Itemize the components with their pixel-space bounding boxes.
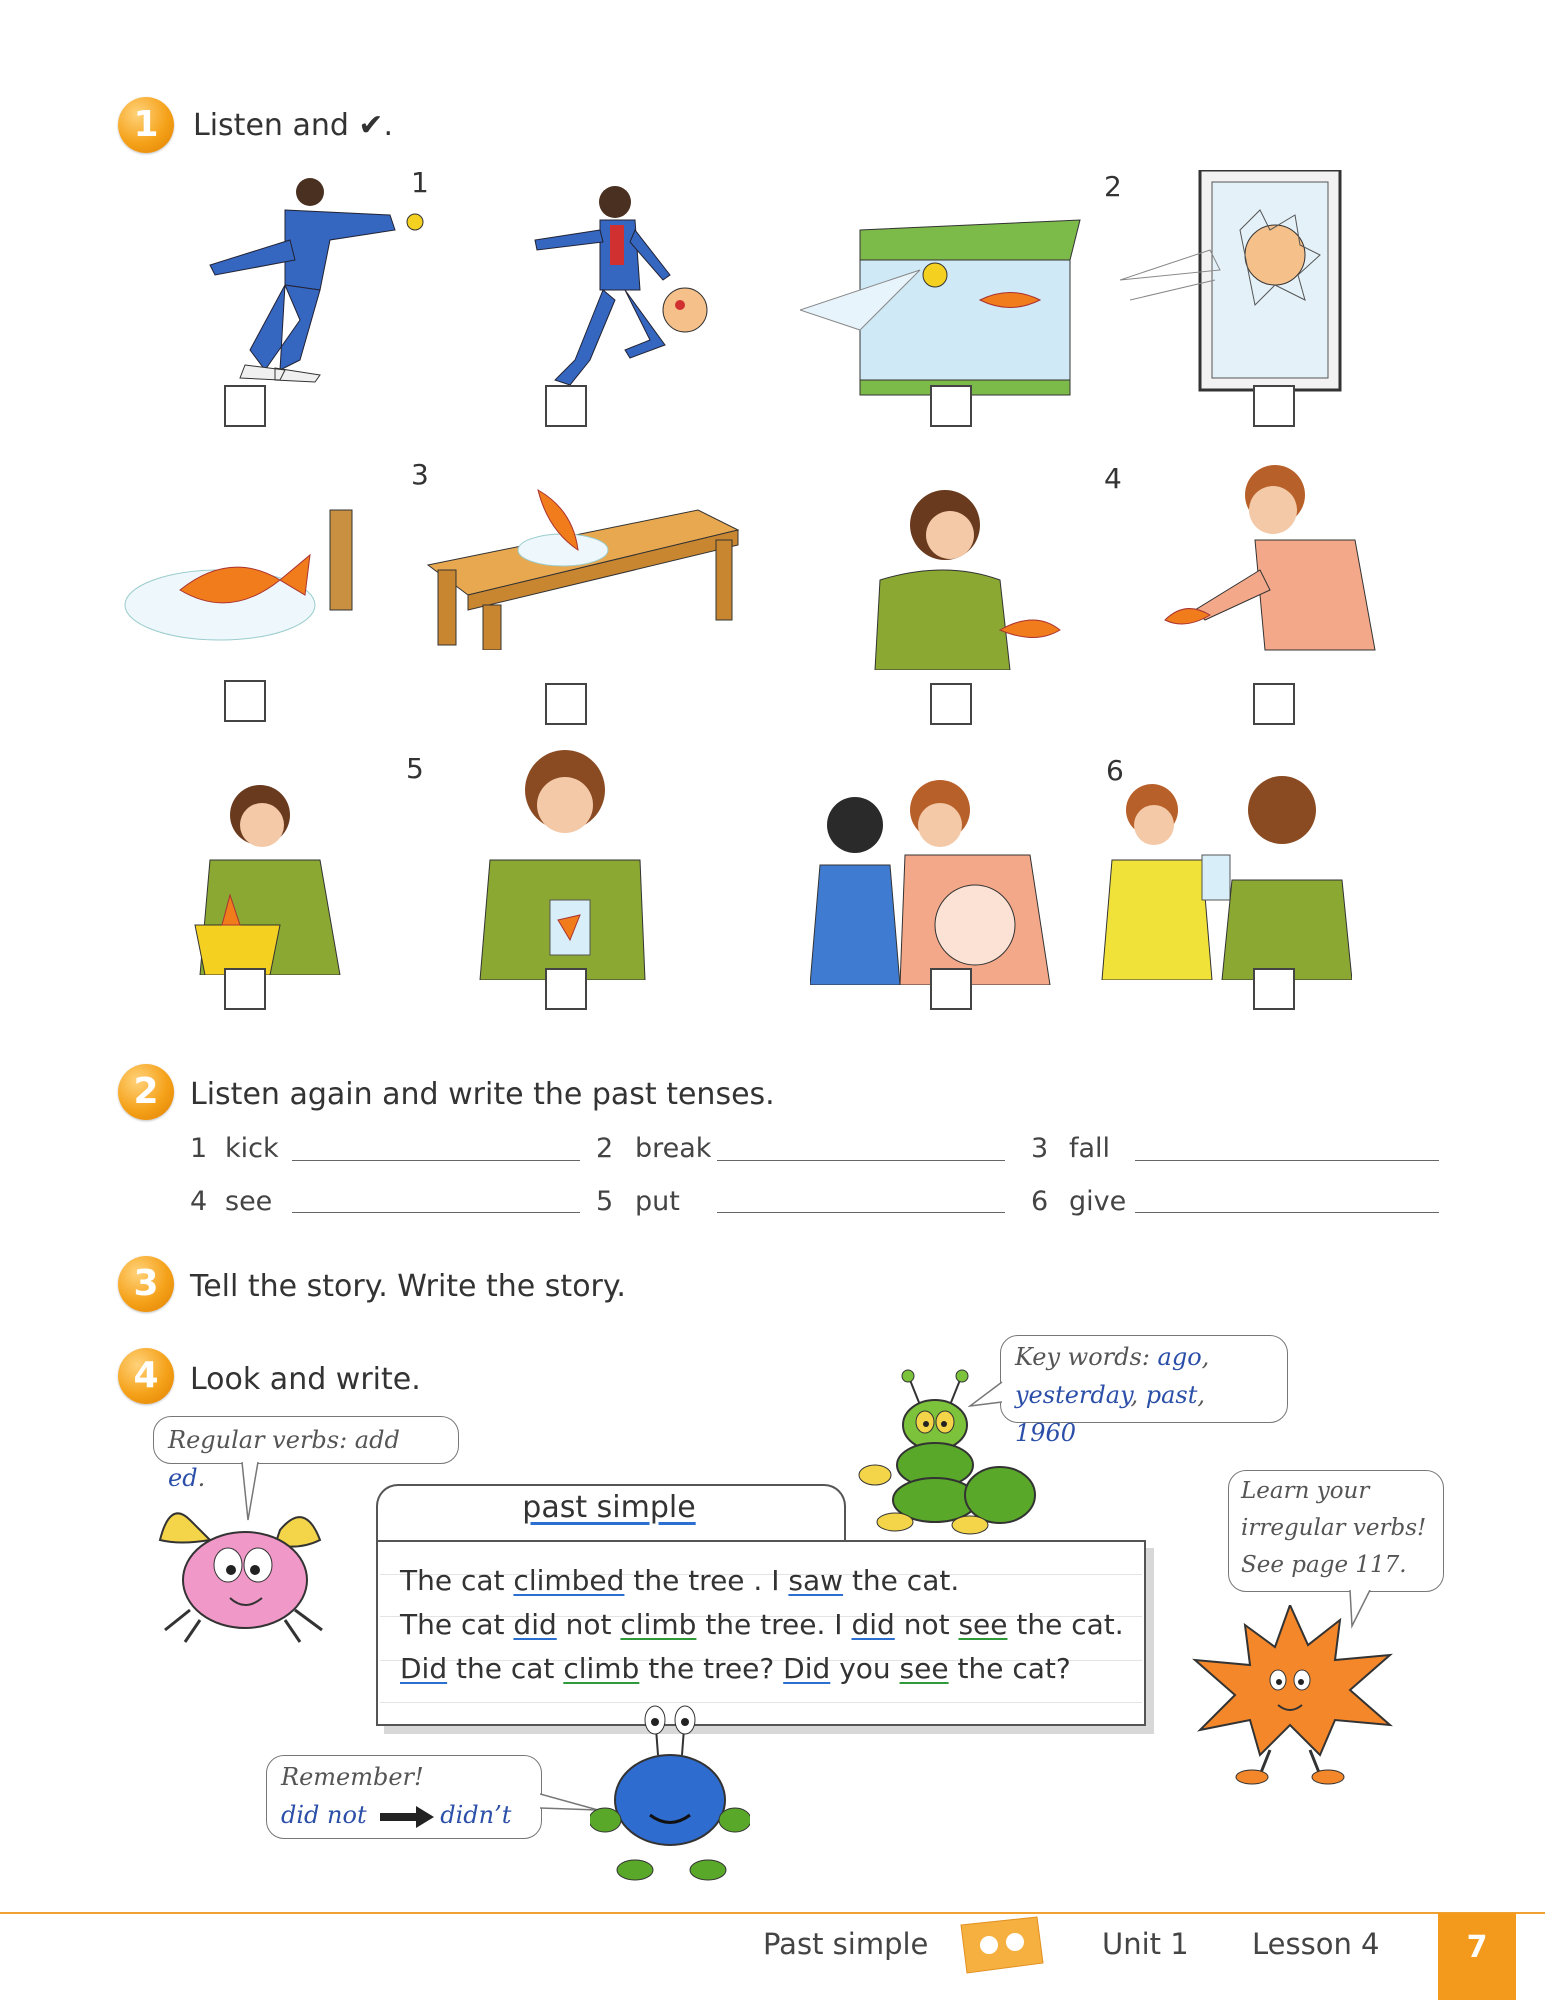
picture-woman-holds-fish-in-glass <box>470 750 650 980</box>
key-word: 1960 <box>1015 1419 1077 1447</box>
blue-bug-mascot-icon <box>590 1700 750 1885</box>
answer-line-fall[interactable] <box>1135 1160 1439 1161</box>
answer-line-see[interactable] <box>292 1212 580 1213</box>
picture-number-5: 5 <box>406 752 424 785</box>
footer-divider <box>0 1912 1545 1914</box>
picture-boy-throws-ball <box>190 170 440 400</box>
key-word: past <box>1145 1381 1198 1409</box>
key-words-line-2 <box>1015 1376 1273 1452</box>
arrow-right-icon <box>380 1806 434 1828</box>
verb-label: give <box>1069 1186 1127 1217</box>
verb-label: put <box>635 1186 680 1217</box>
answer-line-break[interactable] <box>717 1160 1005 1161</box>
exercise-2-badge: 2 <box>118 1064 174 1120</box>
answer-checkbox-6b[interactable] <box>1253 968 1295 1010</box>
answer-checkbox-1a[interactable] <box>224 385 266 427</box>
key-word: yesterday <box>1015 1381 1131 1409</box>
exercise-4-badge: 4 <box>118 1348 174 1404</box>
picture-woman-puts-fish-in-bowl <box>190 785 360 975</box>
answer-line-kick[interactable] <box>292 1160 580 1161</box>
verb-label: fall <box>1069 1133 1111 1164</box>
footer-unit: Unit 1 <box>1102 1927 1189 1961</box>
answer-checkbox-3b[interactable] <box>545 683 587 725</box>
exercise-2-title: Listen again and write the past tenses. <box>190 1077 775 1112</box>
answer-checkbox-3a[interactable] <box>224 680 266 722</box>
grammar-card-title: past simple <box>522 1490 696 1525</box>
key-word-separator: , <box>1201 1343 1210 1371</box>
page-number: 7 <box>1438 1913 1516 2000</box>
footer-lesson: Lesson 4 <box>1252 1927 1380 1961</box>
pink-bug-mascot-icon <box>150 1500 340 1645</box>
answer-checkbox-6a[interactable] <box>930 968 972 1010</box>
verb-number: 3 <box>1031 1133 1049 1164</box>
answer-checkbox-4a[interactable] <box>930 683 972 725</box>
answer-checkbox-1b[interactable] <box>545 385 587 427</box>
cassette-icon <box>955 1915 1047 1977</box>
verb-number: 5 <box>596 1186 614 1217</box>
remember-from: did not <box>281 1801 367 1829</box>
footer-topic: Past simple <box>763 1927 929 1961</box>
verb-number: 2 <box>596 1133 614 1164</box>
picture-ball-breaks-window <box>1120 170 1350 400</box>
example-sentence-3: Did the cat climb the tree? Did you see the cat? <box>400 1652 1071 1685</box>
picture-number-4: 4 <box>1104 462 1122 495</box>
bubble-line: Learn your <box>1241 1478 1370 1504</box>
verb-number: 1 <box>190 1133 208 1164</box>
exercise-4-title: Look and write. <box>190 1362 421 1397</box>
verb-number: 6 <box>1031 1186 1049 1217</box>
answer-checkbox-2b[interactable] <box>1253 385 1295 427</box>
answer-checkbox-5b[interactable] <box>545 968 587 1010</box>
bubble-text: Regular verbs: add <box>168 1426 400 1454</box>
verb-label: see <box>225 1186 273 1217</box>
answer-line-put[interactable] <box>717 1212 1005 1213</box>
exercise-1-badge: 1 <box>118 97 174 153</box>
regular-verbs-bubble <box>153 1416 459 1492</box>
exercise-3-title: Tell the story. Write the story. <box>190 1269 626 1304</box>
remember-to: didn’t <box>440 1801 512 1829</box>
picture-number-2: 2 <box>1104 170 1122 203</box>
irregular-verbs-bubble <box>1228 1470 1444 1592</box>
picture-woman-sees-fish <box>850 480 1090 670</box>
remember-bubble <box>266 1755 542 1839</box>
exercise-1-title: Listen and ✔. <box>193 108 394 143</box>
verb-label: break <box>635 1133 712 1164</box>
bubble-line: irregular verbs! <box>1241 1515 1427 1541</box>
bubble-highlight: ed <box>168 1464 198 1492</box>
picture-number-3: 3 <box>411 458 429 491</box>
picture-boy-kicks-ball <box>515 180 715 400</box>
bubble-line: See page 117. <box>1241 1552 1407 1578</box>
picture-boy-gives-fish-in-glass <box>1092 770 1352 980</box>
exercise-3-badge: 3 <box>118 1256 174 1312</box>
picture-number-1: 1 <box>411 166 429 199</box>
answer-line-give[interactable] <box>1135 1212 1439 1213</box>
answer-checkbox-2a[interactable] <box>930 385 972 427</box>
picture-number-6: 6 <box>1106 754 1124 787</box>
picture-fish-tank-breaks <box>800 200 1090 400</box>
key-word-separator: , <box>1197 1381 1205 1409</box>
orange-star-mascot-icon <box>1190 1605 1400 1785</box>
key-words-label: Key words: <box>1015 1343 1158 1371</box>
verb-number: 4 <box>190 1186 208 1217</box>
grammar-card <box>376 1540 1146 1726</box>
verb-label: kick <box>225 1133 279 1164</box>
answer-checkbox-5a[interactable] <box>224 968 266 1010</box>
key-words-line-1 <box>1015 1338 1273 1376</box>
example-sentence-2: The cat did not climb the tree. I did not see the cat. <box>400 1608 1124 1641</box>
green-caterpillar-mascot-icon <box>850 1360 1050 1535</box>
key-word: ago <box>1157 1343 1202 1371</box>
answer-checkbox-4b[interactable] <box>1253 683 1295 725</box>
remember-rule <box>281 1796 527 1834</box>
key-word-separator: , <box>1130 1381 1146 1409</box>
bubble-punct: . <box>197 1464 206 1492</box>
example-sentence-1: The cat climbed the tree . I saw the cat. <box>400 1564 960 1597</box>
remember-title: Remember! <box>281 1763 424 1791</box>
picture-boy-and-man-with-ball <box>810 775 1100 985</box>
picture-fish-on-table <box>398 470 748 650</box>
picture-man-reaches-for-fish <box>1155 450 1405 670</box>
picture-fish-on-floor <box>120 500 370 660</box>
